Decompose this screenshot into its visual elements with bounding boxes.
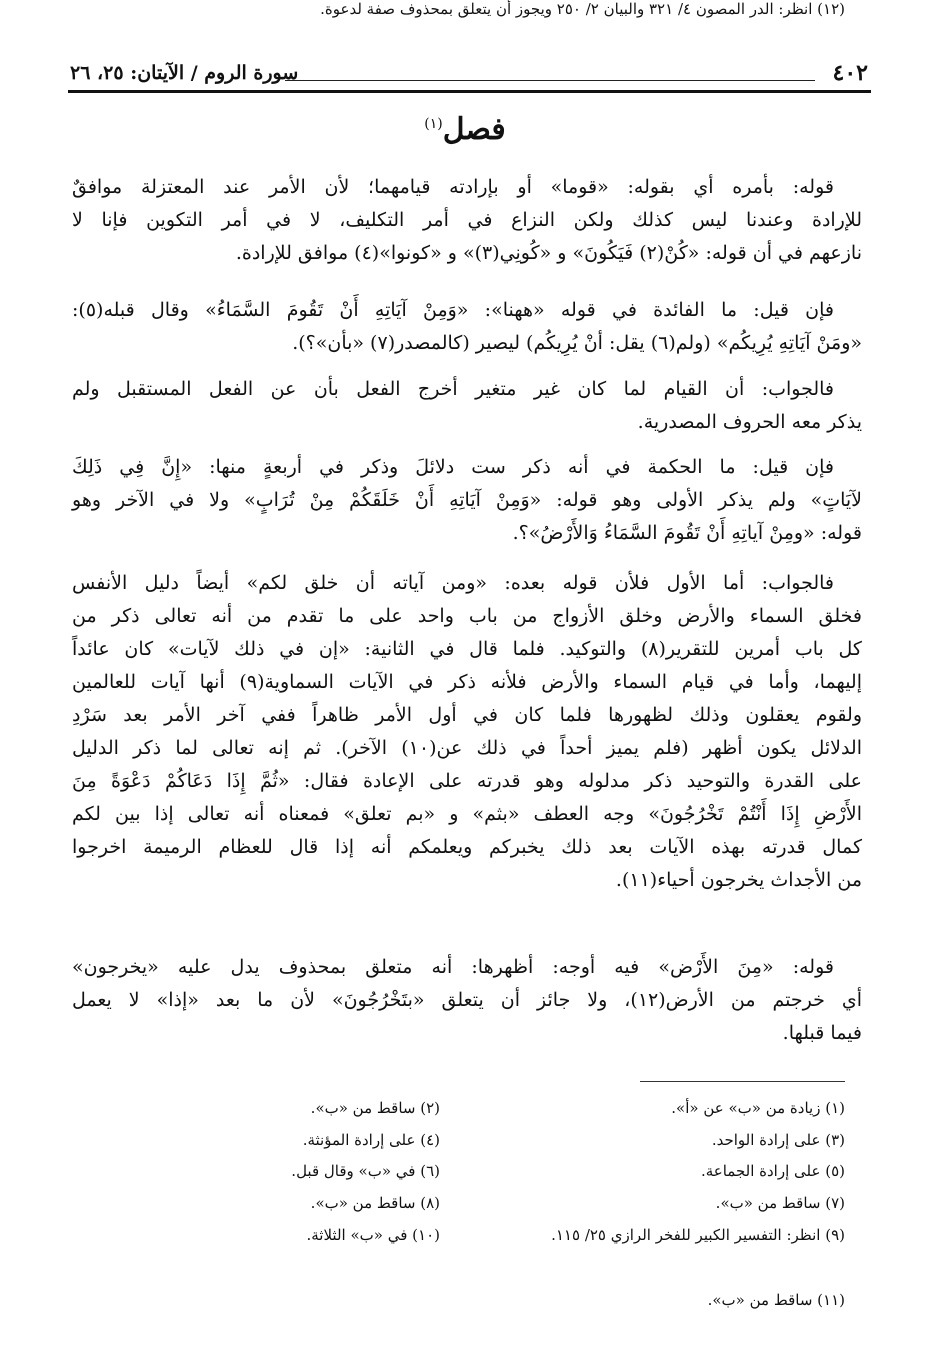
paragraph: [72, 951, 862, 1050]
chapter-title-text: فصل: [442, 112, 506, 147]
footnote: (٤) على إرادة المؤنثة.: [302, 1131, 440, 1149]
text-line: الأَرْضِ إِذَا أَنْتُمْ تَخْرُجُونَ» وجه العطف «بثم» و «بم تعلق» فمعناه أنه تعالى إذا بين لكم: [72, 803, 862, 825]
text-line: إليهما، وأما في قيام السماء والأرض فلأنه ذكر في الآيات السماوية(٩) أنها آيات للعالمين: [72, 671, 862, 693]
text-line: من الأجداث يخرجون أحياء(١١).: [615, 869, 862, 891]
chapter-title: [0, 112, 930, 147]
paragraph: [72, 373, 862, 439]
text-line: أي خرجتم من الأرض(١٢)، ولا جائز أن يتعلق «بتَخْرُجُونَ» لأن ما بعد «إذا» لا يعمل: [72, 989, 863, 1011]
text-line: نازعهم في أن قوله: «كُنْ(٢) فَيَكُونَ» و «كُونِي(٣)» و «كونوا»(٤) موافق للإرادة.: [235, 242, 862, 264]
text-line: للإرادة وعندنا ليس كذلك ولكن النزاع في أمر التكليف، لا في أمر التكوين فإنا لا: [72, 209, 862, 231]
text-line: فيما قبلها.: [782, 1022, 862, 1044]
text-line: فإن قيل: ما الفائدة في قوله «ههنا»: «وَمِنْ آيَاتِهِ أَنْ تَقُومَ السَّمَاءُ» وقال قبله(٥):: [72, 299, 834, 321]
footnote: (١١) ساقط من «ب».: [707, 1291, 845, 1309]
footnote: (٧) ساقط من «ب».: [715, 1194, 845, 1212]
footnote: (١٢) انظر: الدر المصون ٤/ ٣٢١ والبيان ٢/ ٢٥٠ ويجوز أن يتعلق بمحذوف صفة لدعوة.: [320, 0, 845, 18]
footnote: (١٠) في «ب» الثلاثة.: [306, 1226, 440, 1244]
page-number: ٤٠٢: [832, 60, 868, 86]
text-line: على القدرة والتوحيد ذكر مدلوله وهو قدرته على الإعادة فقال: «ثُمَّ إِذَا دَعَاكُمْ دَعْوَةً مِنَ: [72, 770, 862, 792]
paragraph: [72, 171, 862, 270]
paragraph: [72, 294, 862, 360]
text-line: قوله: «مِنَ الأَرْض» فيه أوجه: أظهرها: أنه متعلق بمحذوف يدل عليه «يخرجون»: [72, 956, 834, 978]
footnote: (٦) في «ب» وقال قبل.: [291, 1162, 440, 1180]
footnote: (١) زيادة من «ب» عن «أ».: [671, 1099, 845, 1117]
text-line: فإن قيل: ما الحكمة في أنه ذكر ست دلائلَ وذكر في أربعةٍ منها: «إِنَّ فِي ذَلِكَ: [72, 456, 834, 478]
footnote: (٥) على إرادة الجماعة.: [700, 1162, 845, 1180]
footnote: (٩) انظر: التفسير الكبير للفخر الرازي ٢٥/ ١١٥.: [551, 1226, 845, 1244]
text-line: فالجواب: أما الأول فلأن قوله بعده: «ومن آياته أن خلق لكم» أيضاً دليل الأنفس: [72, 572, 834, 594]
text-line: الدلائل يكون أظهر (فلم يميز أحداً في ذلك عن(١٠) الآخر). ثم إنه تعالى لما ذكر الدليل: [72, 737, 862, 759]
footnote-rule: [640, 1081, 845, 1082]
footnote: (٨) ساقط من «ب».: [310, 1194, 440, 1212]
text-line: فالجواب: أن القيام لما كان غير متغير أخرج الفعل بأن عن الفعل المستقبل ولم: [72, 378, 834, 400]
header-rule: [68, 90, 871, 93]
running-title: سورة الروم / الآيتان: ٢٥، ٢٦: [70, 62, 299, 84]
header-underline: [285, 80, 815, 81]
paragraph: [72, 451, 862, 550]
text-line: يذكر معه الحروف المصدرية.: [637, 411, 862, 433]
text-line: قوله: بأمره أي بقوله: «قوما» أو بإرادته قيامهما؛ لأن الأمر عند المعتزلة موافقٌ: [72, 176, 834, 198]
text-line: لآيَاتٍ» ولم يذكر الأولى وهو قوله: «وَمِنْ آيَاتِهِ أَنْ خَلَقَكُمْ مِنْ تُرَابٍ» ولا في الآخر وهو: [72, 489, 862, 511]
chapter-footnote-ref: (١): [424, 116, 443, 132]
text-line: كمال قدرته بهذه الآيات بعد ذلك يخبركم ويعلمكم أنه إذا قال للعظام الرميمة اخرجوا: [72, 836, 862, 858]
text-line: قوله: «ومِنْ آياتِهِ أَنْ تَقُومَ السَّمَاءُ وَالأَرْضُ»؟.: [512, 522, 862, 544]
text-line: كل باب أمرين للتقرير(٨) والتوكيد. فلما قال في الثانية: «إن في ذلك لآيات» كان عائداً: [72, 638, 862, 660]
footnote: (٢) ساقط من «ب».: [310, 1099, 440, 1117]
text-line: «ومَنْ آيَاتِهِ يُرِيكُم» (ولم(٦) يقل: أنْ يُرِيكُم) ليصير (كالمصدر(٧) «بأن»؟).: [292, 332, 862, 354]
text-line: ولقوم يعقلون وذلك لظهورها فلما كان في أول الأمر ظاهراً ففي آخر الأمر بعد سَرْدِ: [72, 704, 862, 726]
footnote: (٣) على إرادة الواحد.: [711, 1131, 845, 1149]
text-line: فخلق السماء والأرض وخلق الأزواج من باب واحد على ما تقدم من أنه تعالى ذكر من: [72, 605, 862, 627]
paragraph: [72, 567, 862, 897]
